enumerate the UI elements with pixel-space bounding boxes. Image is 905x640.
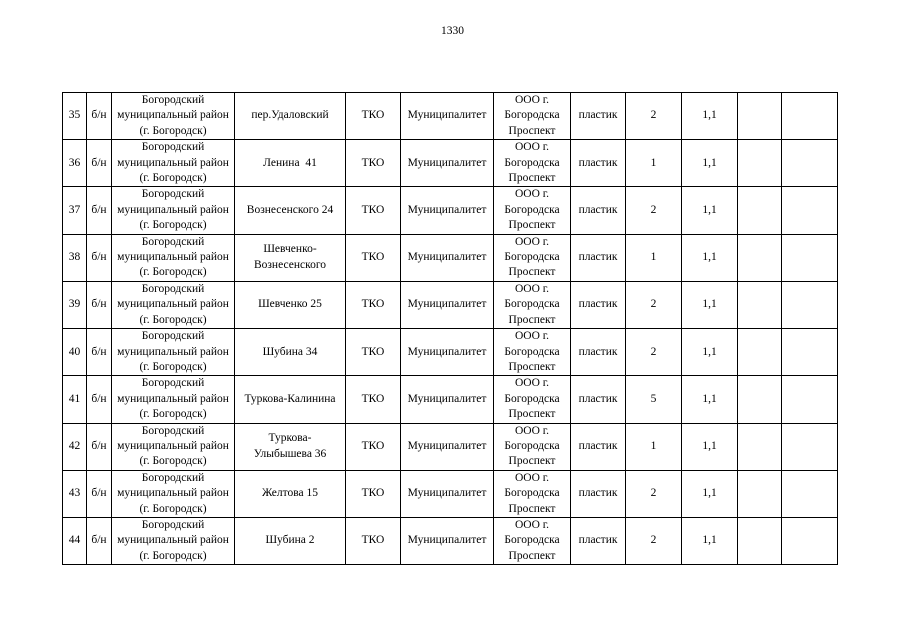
table-row bbox=[63, 517, 838, 564]
waste-type-cell: ТКО bbox=[346, 470, 401, 517]
table-body bbox=[63, 93, 838, 565]
address-cell: Шевченко- Вознесенского bbox=[235, 234, 346, 281]
table-row bbox=[63, 423, 838, 470]
row-number-cell: 37 bbox=[63, 187, 87, 234]
registry-table bbox=[62, 92, 838, 565]
registry-code-cell: б/н bbox=[87, 93, 112, 140]
waste-type-cell: ТКО bbox=[346, 281, 401, 328]
empty-cell bbox=[782, 376, 838, 423]
address-cell: пер.Удаловский bbox=[235, 93, 346, 140]
container-count-cell: 2 bbox=[626, 329, 682, 376]
table-row bbox=[63, 281, 838, 328]
waste-type-cell: ТКО bbox=[346, 423, 401, 470]
registry-code-cell: б/н bbox=[87, 376, 112, 423]
waste-type-cell: ТКО bbox=[346, 329, 401, 376]
container-material-cell: пластик bbox=[571, 423, 626, 470]
registry-code-cell: б/н bbox=[87, 281, 112, 328]
table-row bbox=[63, 329, 838, 376]
table-row bbox=[63, 140, 838, 187]
registry-code-cell: б/н bbox=[87, 234, 112, 281]
operator-cell: ООО г. Богородска Проспект bbox=[494, 140, 571, 187]
district-cell: Богородский муниципальный район (г. Богородск) bbox=[112, 140, 235, 187]
empty-cell bbox=[738, 140, 782, 187]
registry-code-cell: б/н bbox=[87, 423, 112, 470]
district-cell: Богородский муниципальный район (г. Богородск) bbox=[112, 517, 235, 564]
container-material-cell: пластик bbox=[571, 376, 626, 423]
table-row bbox=[63, 376, 838, 423]
container-count-cell: 5 bbox=[626, 376, 682, 423]
waste-type-cell: ТКО bbox=[346, 140, 401, 187]
owner-cell: Муниципалитет bbox=[401, 329, 494, 376]
empty-cell bbox=[782, 187, 838, 234]
district-cell: Богородский муниципальный район (г. Богородск) bbox=[112, 281, 235, 328]
district-cell: Богородский муниципальный район (г. Богородск) bbox=[112, 234, 235, 281]
row-number-cell: 43 bbox=[63, 470, 87, 517]
container-count-cell: 1 bbox=[626, 423, 682, 470]
empty-cell bbox=[738, 281, 782, 328]
empty-cell bbox=[738, 423, 782, 470]
owner-cell: Муниципалитет bbox=[401, 93, 494, 140]
waste-type-cell: ТКО bbox=[346, 376, 401, 423]
owner-cell: Муниципалитет bbox=[401, 376, 494, 423]
address-cell: Ленина 41 bbox=[235, 140, 346, 187]
owner-cell: Муниципалитет bbox=[401, 423, 494, 470]
row-number-cell: 41 bbox=[63, 376, 87, 423]
empty-cell bbox=[738, 234, 782, 281]
row-number-cell: 36 bbox=[63, 140, 87, 187]
operator-cell: ООО г. Богородска Проспект bbox=[494, 470, 571, 517]
container-volume-cell: 1,1 bbox=[682, 329, 738, 376]
waste-type-cell: ТКО bbox=[346, 517, 401, 564]
address-cell: Желтова 15 bbox=[235, 470, 346, 517]
container-volume-cell: 1,1 bbox=[682, 187, 738, 234]
empty-cell bbox=[782, 423, 838, 470]
row-number-cell: 42 bbox=[63, 423, 87, 470]
container-count-cell: 2 bbox=[626, 470, 682, 517]
waste-type-cell: ТКО bbox=[346, 93, 401, 140]
empty-cell bbox=[782, 470, 838, 517]
empty-cell bbox=[738, 187, 782, 234]
operator-cell: ООО г. Богородска Проспект bbox=[494, 329, 571, 376]
empty-cell bbox=[782, 234, 838, 281]
container-volume-cell: 1,1 bbox=[682, 517, 738, 564]
container-volume-cell: 1,1 bbox=[682, 470, 738, 517]
owner-cell: Муниципалитет bbox=[401, 234, 494, 281]
owner-cell: Муниципалитет bbox=[401, 517, 494, 564]
address-cell: Шевченко 25 bbox=[235, 281, 346, 328]
container-material-cell: пластик bbox=[571, 281, 626, 328]
operator-cell: ООО г. Богородска Проспект bbox=[494, 187, 571, 234]
district-cell: Богородский муниципальный район (г. Богородск) bbox=[112, 470, 235, 517]
row-number-cell: 44 bbox=[63, 517, 87, 564]
container-material-cell: пластик bbox=[571, 329, 626, 376]
district-cell: Богородский муниципальный район (г. Богородск) bbox=[112, 93, 235, 140]
row-number-cell: 35 bbox=[63, 93, 87, 140]
empty-cell bbox=[738, 93, 782, 140]
empty-cell bbox=[738, 376, 782, 423]
address-cell: Туркова-Калинина bbox=[235, 376, 346, 423]
container-material-cell: пластик bbox=[571, 517, 626, 564]
address-cell: Шубина 2 bbox=[235, 517, 346, 564]
container-count-cell: 1 bbox=[626, 234, 682, 281]
container-count-cell: 2 bbox=[626, 281, 682, 328]
container-volume-cell: 1,1 bbox=[682, 376, 738, 423]
operator-cell: ООО г. Богородска Проспект bbox=[494, 423, 571, 470]
row-number-cell: 39 bbox=[63, 281, 87, 328]
container-count-cell: 2 bbox=[626, 93, 682, 140]
container-volume-cell: 1,1 bbox=[682, 140, 738, 187]
container-material-cell: пластик bbox=[571, 140, 626, 187]
container-count-cell: 2 bbox=[626, 517, 682, 564]
container-material-cell: пластик bbox=[571, 234, 626, 281]
container-material-cell: пластик bbox=[571, 187, 626, 234]
registry-code-cell: б/н bbox=[87, 329, 112, 376]
district-cell: Богородский муниципальный район (г. Богородск) bbox=[112, 187, 235, 234]
operator-cell: ООО г. Богородска Проспект bbox=[494, 93, 571, 140]
owner-cell: Муниципалитет bbox=[401, 470, 494, 517]
container-volume-cell: 1,1 bbox=[682, 423, 738, 470]
registry-code-cell: б/н bbox=[87, 187, 112, 234]
district-cell: Богородский муниципальный район (г. Богородск) bbox=[112, 376, 235, 423]
empty-cell bbox=[782, 281, 838, 328]
waste-type-cell: ТКО bbox=[346, 187, 401, 234]
operator-cell: ООО г. Богородска Проспект bbox=[494, 517, 571, 564]
owner-cell: Муниципалитет bbox=[401, 140, 494, 187]
empty-cell bbox=[782, 93, 838, 140]
container-volume-cell: 1,1 bbox=[682, 93, 738, 140]
table-row bbox=[63, 470, 838, 517]
registry-code-cell: б/н bbox=[87, 517, 112, 564]
empty-cell bbox=[738, 470, 782, 517]
registry-code-cell: б/н bbox=[87, 470, 112, 517]
row-number-cell: 40 bbox=[63, 329, 87, 376]
operator-cell: ООО г. Богородска Проспект bbox=[494, 376, 571, 423]
empty-cell bbox=[782, 517, 838, 564]
address-cell: Шубина 34 bbox=[235, 329, 346, 376]
owner-cell: Муниципалитет bbox=[401, 187, 494, 234]
container-volume-cell: 1,1 bbox=[682, 281, 738, 328]
waste-type-cell: ТКО bbox=[346, 234, 401, 281]
empty-cell bbox=[782, 329, 838, 376]
operator-cell: ООО г. Богородска Проспект bbox=[494, 234, 571, 281]
registry-code-cell: б/н bbox=[87, 140, 112, 187]
empty-cell bbox=[738, 517, 782, 564]
table-row bbox=[63, 93, 838, 140]
table-row bbox=[63, 187, 838, 234]
container-material-cell: пластик bbox=[571, 93, 626, 140]
page-number: 1330 bbox=[441, 25, 464, 37]
district-cell: Богородский муниципальный район (г. Богородск) bbox=[112, 423, 235, 470]
container-volume-cell: 1,1 bbox=[682, 234, 738, 281]
owner-cell: Муниципалитет bbox=[401, 281, 494, 328]
district-cell: Богородский муниципальный район (г. Богородск) bbox=[112, 329, 235, 376]
operator-cell: ООО г. Богородска Проспект bbox=[494, 281, 571, 328]
empty-cell bbox=[782, 140, 838, 187]
empty-cell bbox=[738, 329, 782, 376]
row-number-cell: 38 bbox=[63, 234, 87, 281]
container-material-cell: пластик bbox=[571, 470, 626, 517]
table-row bbox=[63, 234, 838, 281]
container-count-cell: 1 bbox=[626, 140, 682, 187]
address-cell: Вознесенского 24 bbox=[235, 187, 346, 234]
address-cell: Туркова- Улыбышева 36 bbox=[235, 423, 346, 470]
container-count-cell: 2 bbox=[626, 187, 682, 234]
